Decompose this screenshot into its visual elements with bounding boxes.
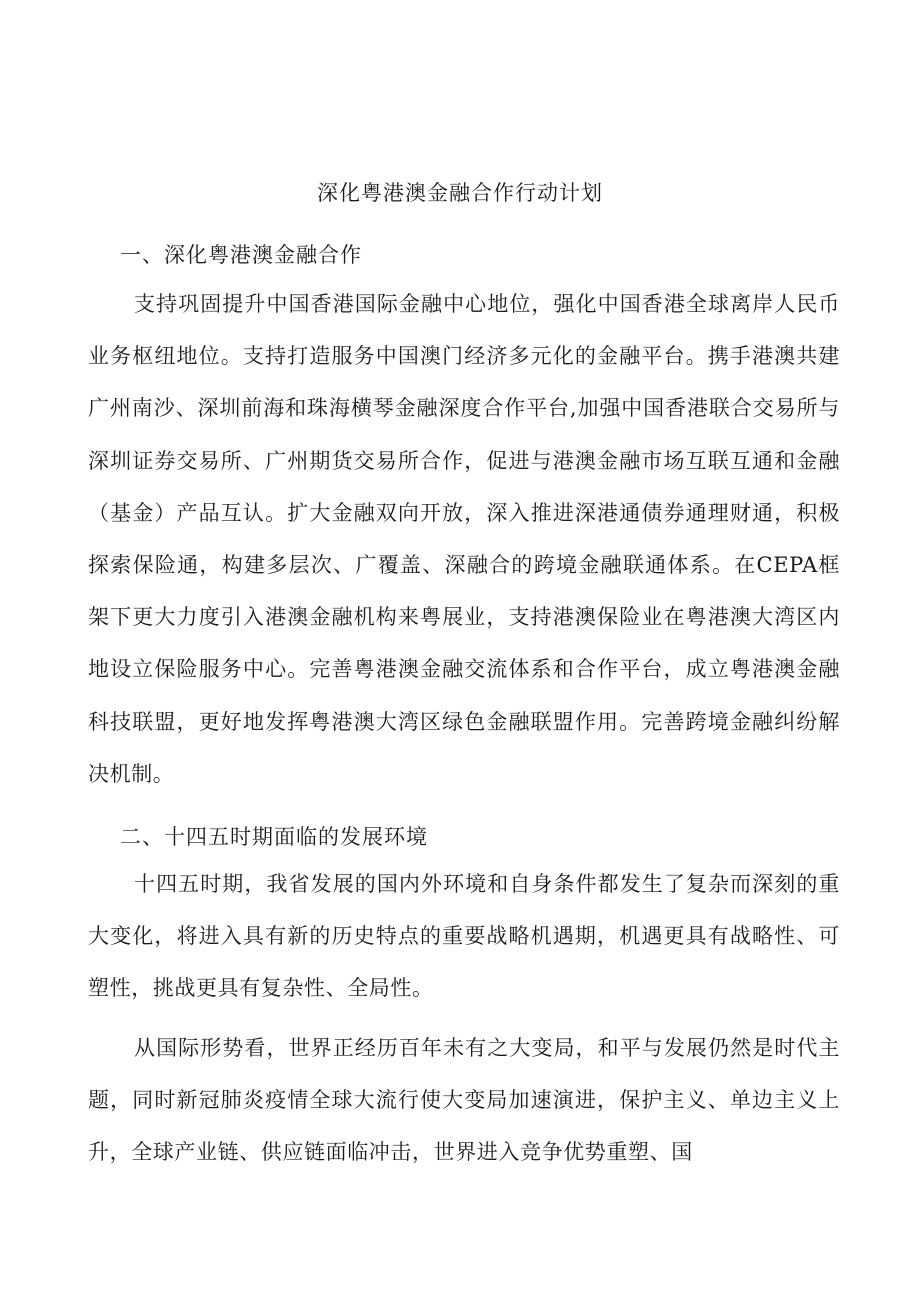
section-1-paragraph-1: 支持巩固提升中国香港国际金融中心地位，强化中国香港全球离岸人民币业务枢纽地位。支持打造服务中国澳门经济多元化的金融平台。携手港澳共建广州南沙、深圳前海和珠海横琴金融深度合作平台,加强中国香港联合交易所与深圳证券交易所、广州期货交易所合作，促进与港澳金融市场互联互通和金融（基金）产品互认。扩大金融双向开放，深入推进深港通债券通理财通，积极探索保险通，构建多层次、广覆盖、深融合的跨境金融联通体系。在CEPA框架下更大力度引入港澳金融机构来粤展业，支持港澳保险业在粤港澳大湾区内地设立保险服务中心。完善粤港澳金融交流体系和合作平台，成立粤港澳金融科技联盟，更好地发挥粤港澳大湾区绿色金融联盟作用。完善跨境金融纠纷解决机制。 [88, 292, 840, 786]
section-heading-2: 二、十四五时期面临的发展环境 [120, 825, 428, 849]
document-title: 深化粤港澳金融合作行动计划 [317, 181, 603, 205]
section-2-paragraph-2: 从国际形势看，世界正经历百年未有之大变局，和平与发展仍然是时代主题，同时新冠肺炎疫情全球大流行使大变局加速演进，保护主义、单边主义上升，全球产业链、供应链面临冲击，世界进入竞争优势重塑、国 [88, 1036, 840, 1165]
section-2-paragraph-1: 十四五时期，我省发展的国内外环境和自身条件都发生了复杂而深刻的重大变化，将进入具有新的历史特点的重要战略机遇期，机遇更具有战略性、可塑性，挑战更具有复杂性、全局性。 [88, 872, 840, 1001]
section-heading-1: 一、深化粤港澳金融合作 [120, 243, 362, 267]
